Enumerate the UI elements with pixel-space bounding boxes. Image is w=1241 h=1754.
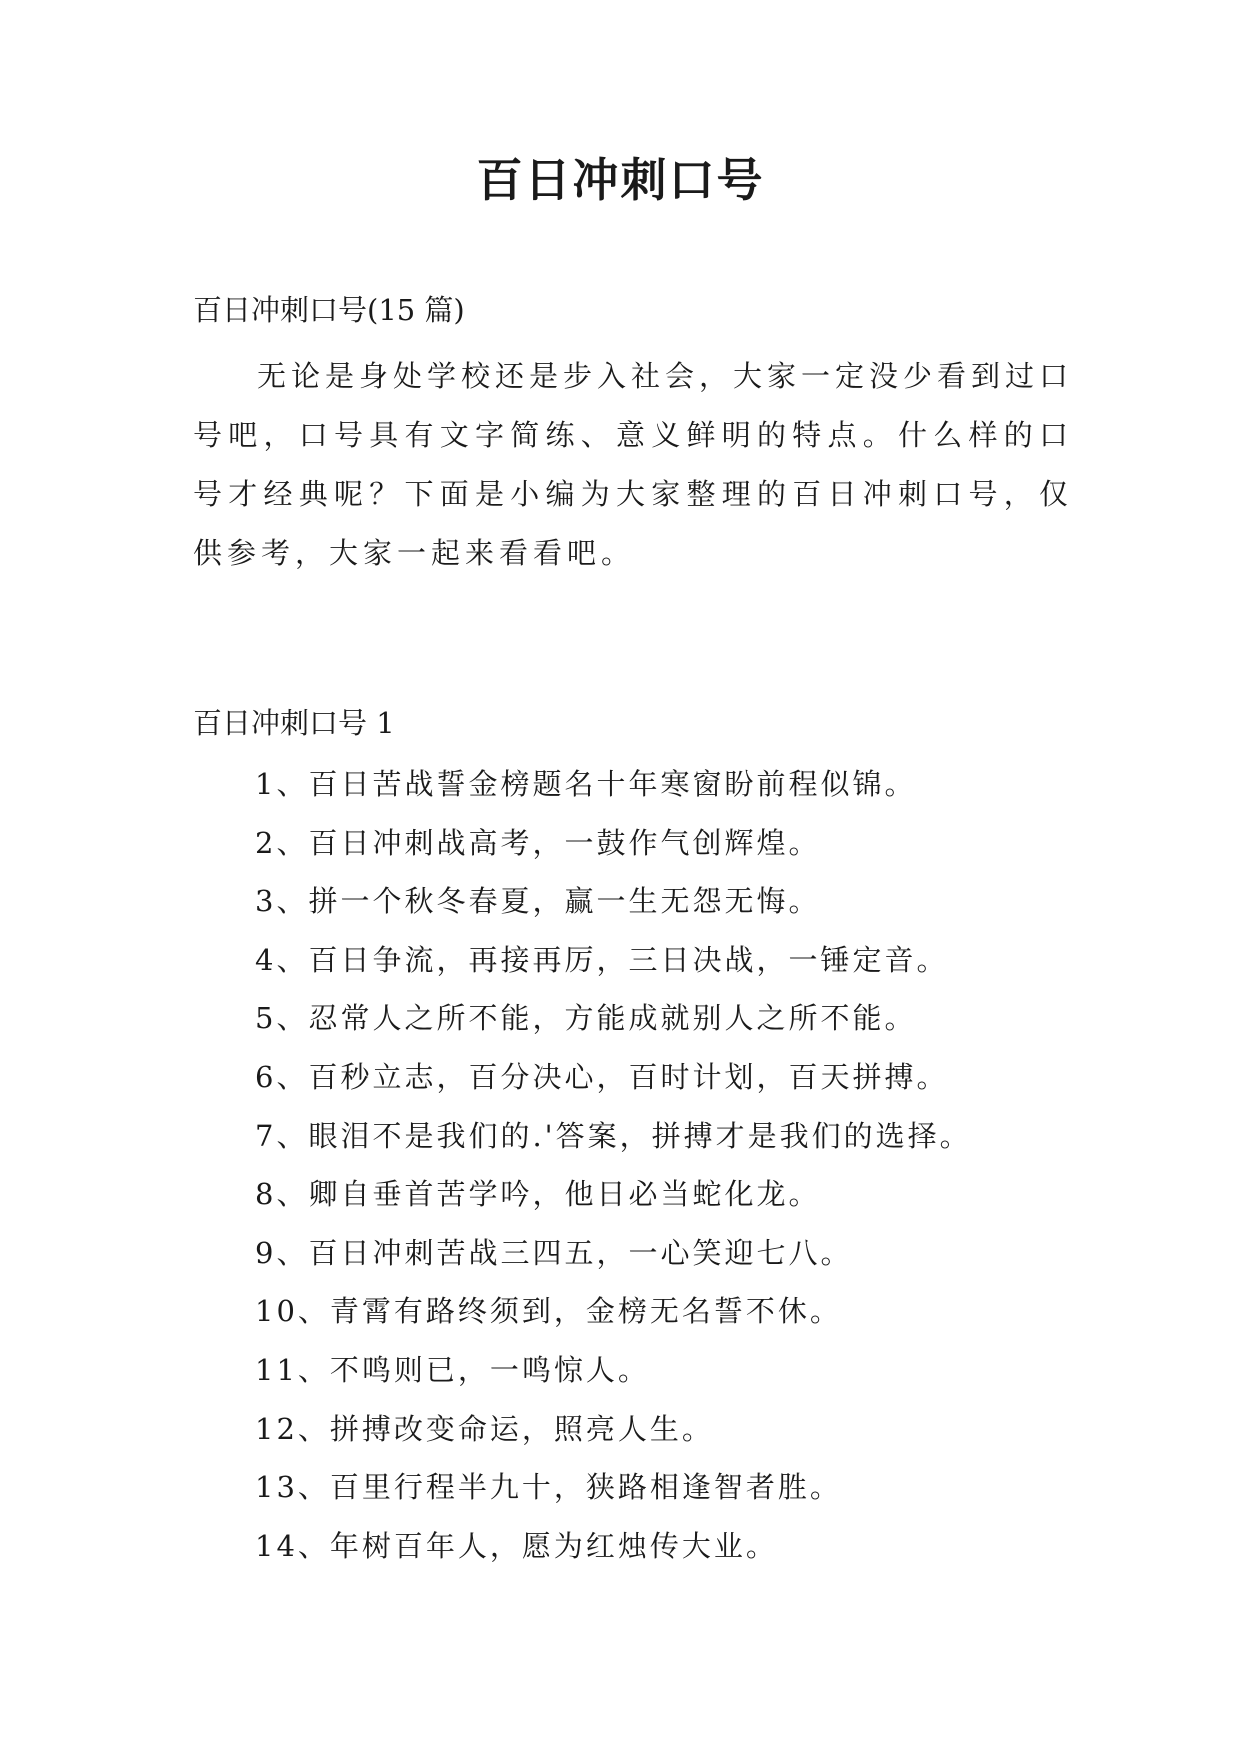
list-item: 5、忍常人之所不能，方能成就别人之所不能。 xyxy=(255,1001,917,1036)
document-title: 百日冲刺口号 xyxy=(476,153,765,207)
list-item: 2、百日冲刺战高考，一鼓作气创辉煌。 xyxy=(255,825,821,860)
list-item: 6、百秒立志，百分决心，百时计划，百天拼搏。 xyxy=(255,1059,949,1094)
list-item: 4、百日争流，再接再厉，三日决战，一锤定音。 xyxy=(255,942,949,977)
list-item: 13、百里行程半九十，狭路相逢智者胜。 xyxy=(255,1470,842,1505)
list-item: 1、百日苦战誓金榜题名十年寒窗盼前程似锦。 xyxy=(255,767,917,801)
list-item: 3、拼一个秋冬春夏，赢一生无怨无悔。 xyxy=(255,884,821,919)
list-item: 10、青霄有路终须到，金榜无名誓不休。 xyxy=(255,1294,842,1329)
list-item: 11、不鸣则已，一鸣惊人。 xyxy=(255,1352,650,1387)
list-item: 9、百日冲刺苦战三四五，一心笑迎七八。 xyxy=(255,1235,853,1270)
list-item: 8、卿自垂首苦学吟，他日必当蛇化龙。 xyxy=(255,1177,821,1212)
list-item: 7、眼泪不是我们的.'答案，拼搏才是我们的选择。 xyxy=(255,1118,972,1153)
list-item: 14、年树百年人，愿为红烛传大业。 xyxy=(255,1528,778,1563)
intro-paragraph: 无论是身处学校还是步入社会，大家一定没少看到过口号吧，口号具有文字简练、意义鲜明的特点。什么样的口号才经典呢？下面是小编为大家整理的百日冲刺口号，仅供参考，大家一起来看看吧。 xyxy=(193,359,1074,570)
document-subtitle: 百日冲刺口号(15 篇) xyxy=(193,293,465,327)
list-item: 12、拼搏改变命运，照亮人生。 xyxy=(255,1411,714,1446)
section-heading: 百日冲刺口号 1 xyxy=(193,706,395,740)
slogan-list xyxy=(255,755,972,1575)
